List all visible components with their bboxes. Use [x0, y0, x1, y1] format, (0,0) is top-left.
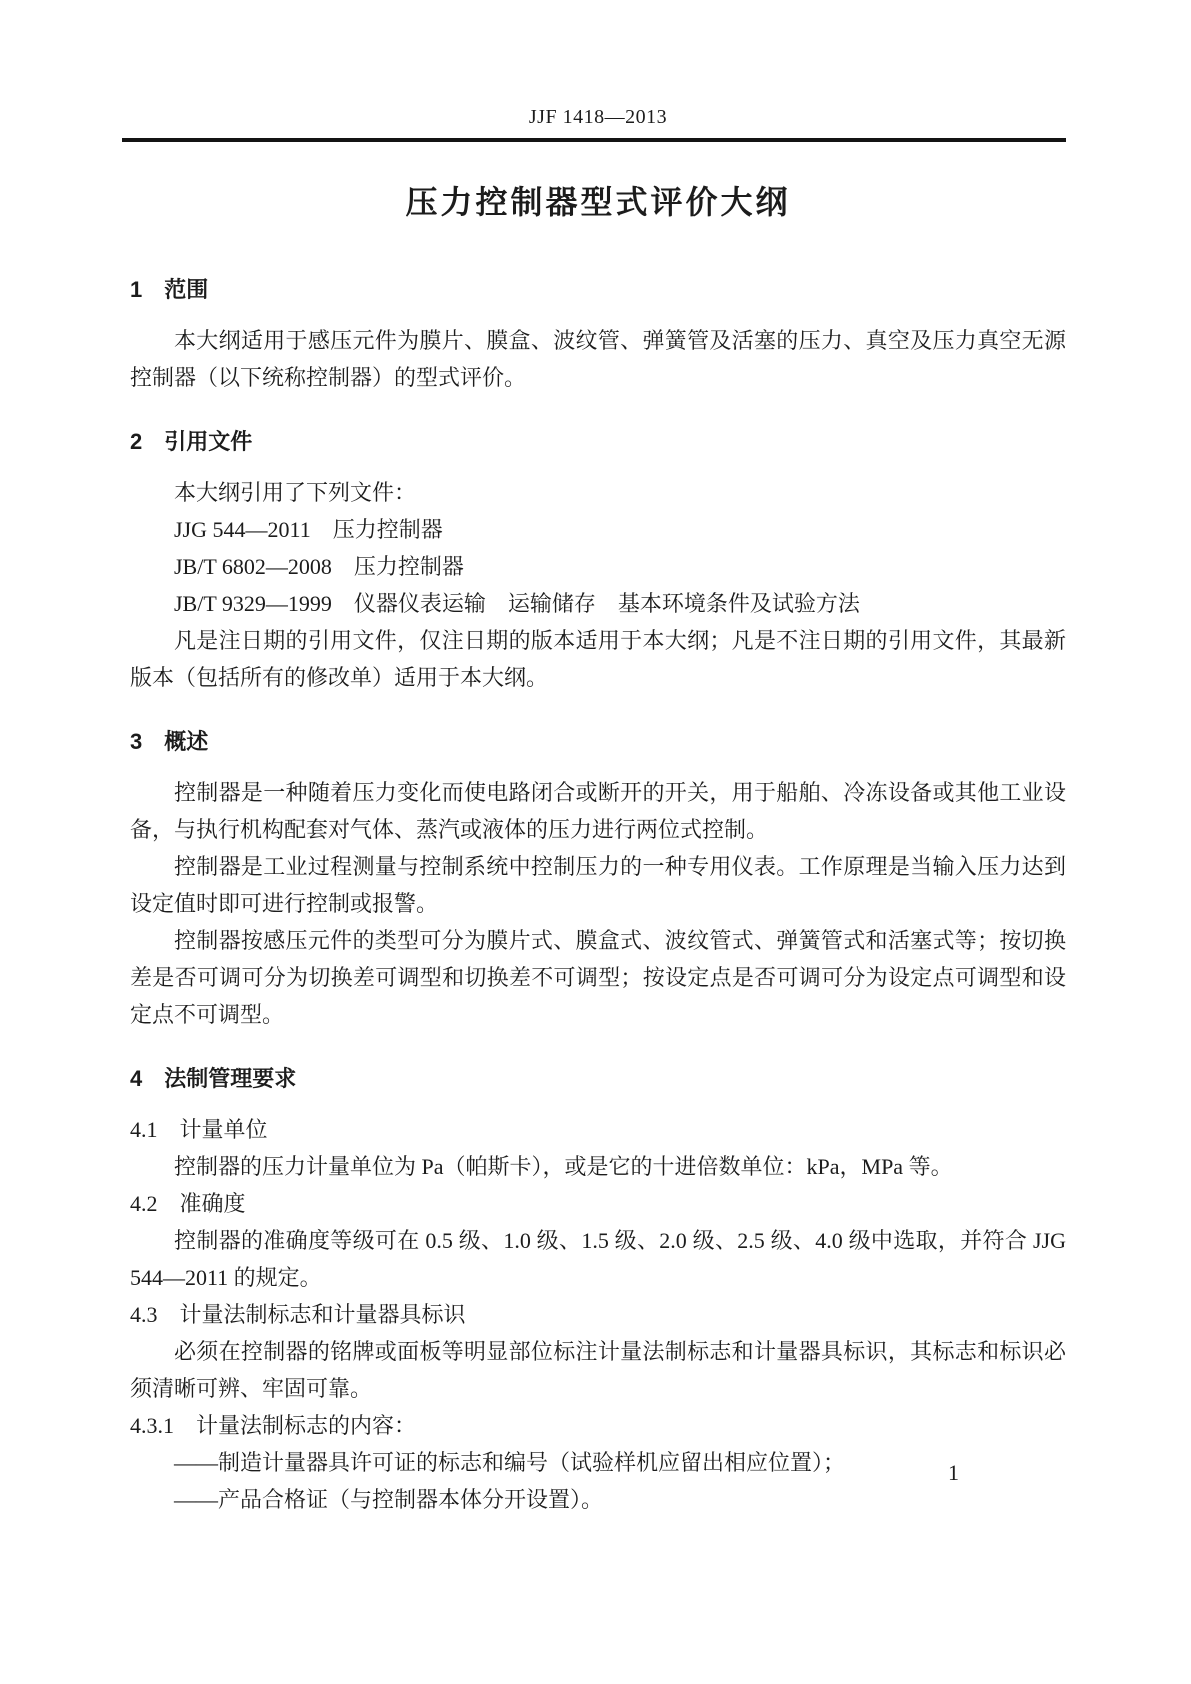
paragraph-overview-1: 控制器是一种随着压力变化而使电路闭合或断开的开关，用于船舶、冷冻设备或其他工业设备，与执行机构配套对气体、蒸汽或液体的压力进行两位式控制。 — [130, 780, 1066, 842]
page-number: 1 — [948, 1460, 959, 1485]
paragraph-references-intro: 本大纲引用了下列文件： — [174, 480, 417, 505]
section-heading-overview: 3 概述 — [130, 729, 209, 754]
paragraph-accuracy: 控制器的准确度等级可在 0.5 级、1.0 级、1.5 级、2.0 级、2.5 级、4.0 级中选取，并符合 JJG 544—2011 的规定。 — [130, 1228, 1066, 1290]
paragraph-units: 控制器的压力计量单位为 Pa（帕斯卡），或是它的十进倍数单位：kPa，MPa 等。 — [174, 1154, 953, 1179]
section-heading-references: 2 引用文件 — [130, 429, 253, 454]
list-item-license-mark: ——制造计量器具许可证的标志和编号（试验样机应留出相应位置）； — [174, 1450, 846, 1475]
subsection-heading-accuracy: 4.2 准确度 — [130, 1191, 246, 1216]
document-code-header: JJF 1418—2013 — [528, 106, 668, 128]
paragraph-overview-2: 控制器是工业过程测量与控制系统中控制压力的一种专用仪表。工作原理是当输入压力达到设定值时即可进行控制或报警。 — [130, 854, 1066, 916]
subsection-heading-mark-contents: 4.3.1 计量法制标志的内容： — [130, 1413, 417, 1438]
section-heading-legal-requirements: 4 法制管理要求 — [130, 1066, 297, 1091]
paragraph-marks: 必须在控制器的铭牌或面板等明显部位标注计量法制标志和计量器具标识，其标志和标识必须清晰可辨、牢固可靠。 — [130, 1339, 1066, 1401]
subsection-heading-marks: 4.3 计量法制标志和计量器具标识 — [130, 1302, 466, 1327]
reference-item: JJG 544—2011 压力控制器 — [174, 517, 443, 542]
section-heading-scope: 1 范围 — [130, 277, 209, 302]
list-item-product-certificate: ——产品合格证（与控制器本体分开设置）。 — [174, 1487, 604, 1512]
reference-item: JB/T 9329—1999 仪器仪表运输 运输储存 基本环境条件及试验方法 — [174, 591, 860, 616]
paragraph-references-note: 凡是注日期的引用文件，仅注日期的版本适用于本大纲；凡是不注日期的引用文件，其最新版本（包括所有的修改单）适用于本大纲。 — [130, 628, 1066, 690]
paragraph-overview-3: 控制器按感压元件的类型可分为膜片式、膜盒式、波纹管式、弹簧管式和活塞式等；按切换差是否可调可分为切换差可调型和切换差不可调型；按设定点是否可调可分为设定点可调型和设定点不可调型。 — [130, 928, 1066, 1027]
subsection-heading-units: 4.1 计量单位 — [130, 1117, 268, 1142]
reference-item: JB/T 6802—2008 压力控制器 — [174, 554, 464, 579]
paragraph-scope: 本大纲适用于感压元件为膜片、膜盒、波纹管、弹簧管及活塞的压力、真空及压力真空无源控制器（以下统称控制器）的型式评价。 — [130, 328, 1066, 390]
header-rule — [122, 138, 1066, 142]
document-title: 压力控制器型式评价大纲 — [405, 184, 791, 220]
document-content — [130, 104, 1066, 1518]
